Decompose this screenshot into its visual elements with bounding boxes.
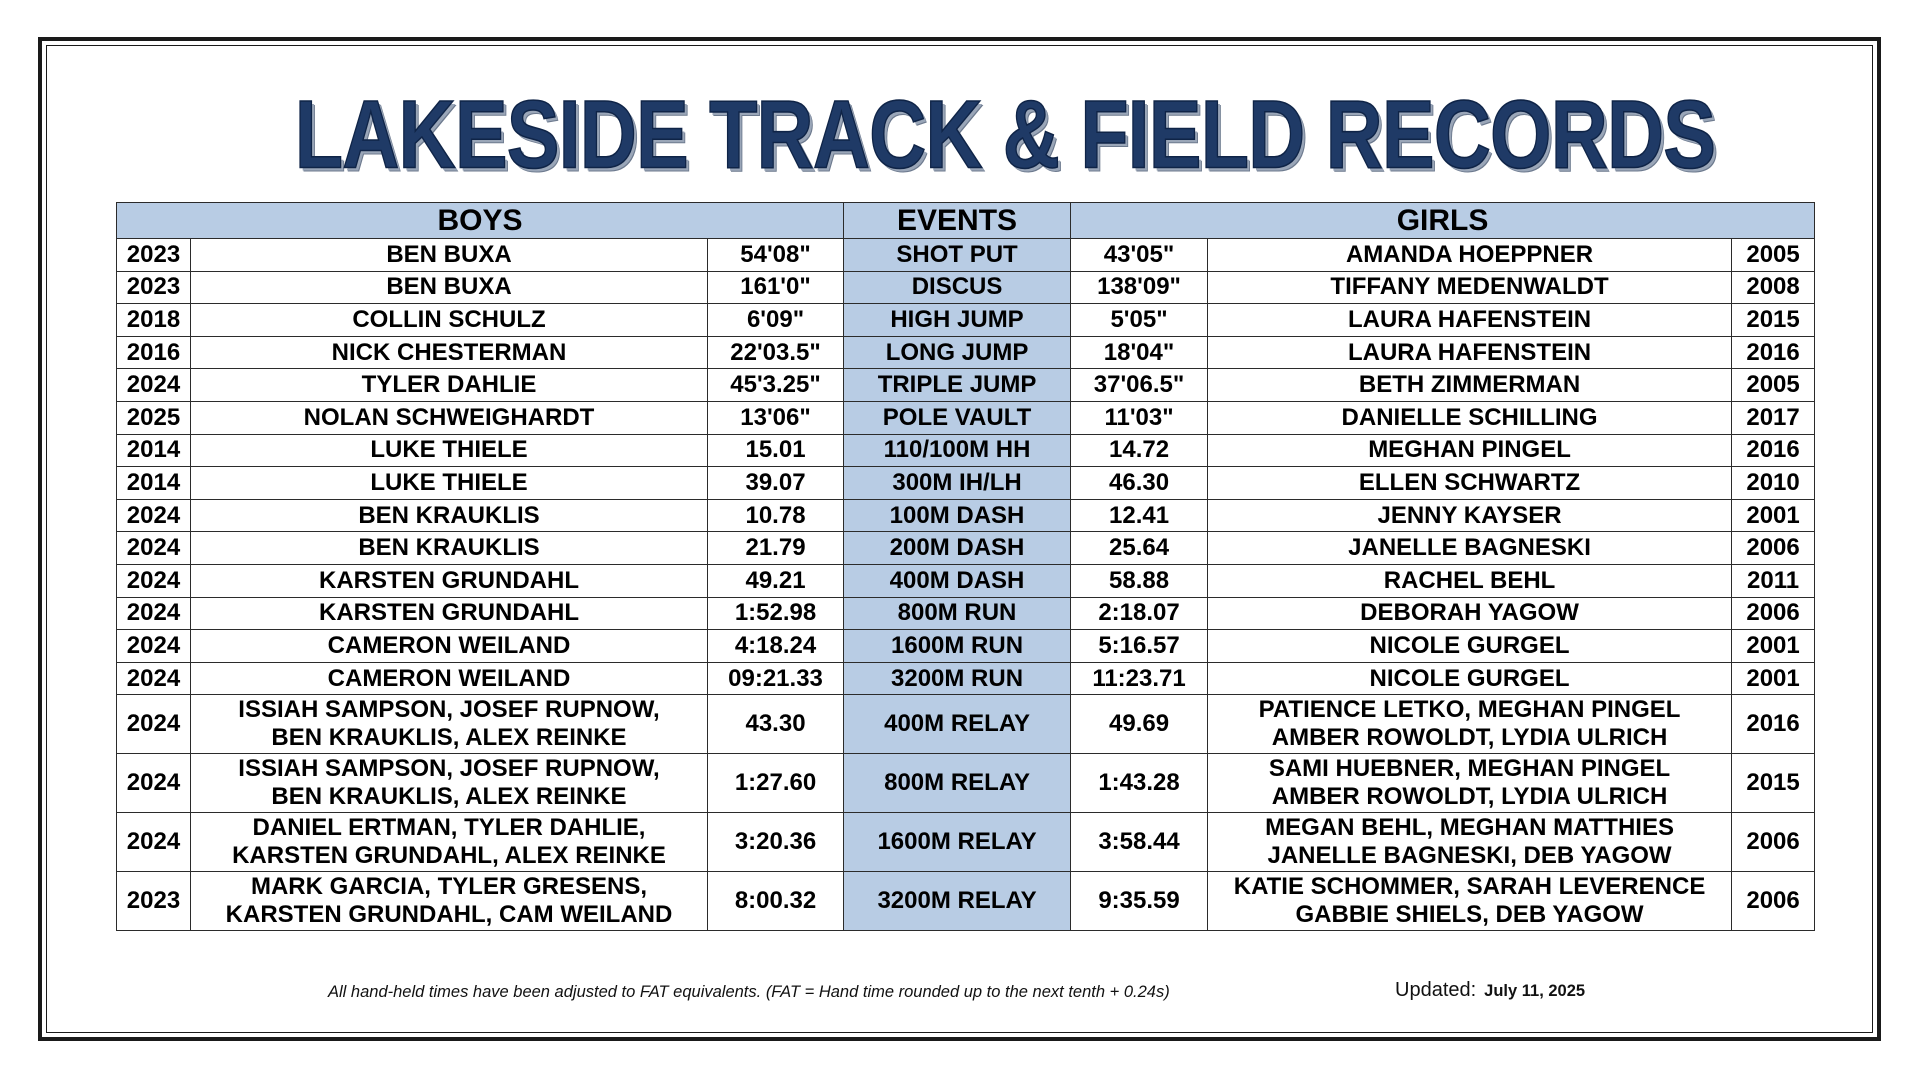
boys-year: 2023 bbox=[117, 271, 191, 304]
girls-athlete-line: DEBORAH YAGOW bbox=[1360, 599, 1579, 627]
girls-athlete bbox=[1208, 369, 1732, 402]
girls-athlete bbox=[1208, 662, 1732, 695]
girls-year: 2006 bbox=[1732, 872, 1815, 931]
boys-athlete bbox=[191, 434, 708, 467]
boys-athlete-line: TYLER DAHLIE bbox=[361, 371, 537, 399]
record-row bbox=[117, 271, 1815, 304]
girls-mark: 18'04" bbox=[1071, 336, 1208, 369]
girls-year: 2001 bbox=[1732, 499, 1815, 532]
girls-year: 2006 bbox=[1732, 597, 1815, 630]
event-name: 400M RELAY bbox=[844, 695, 1071, 754]
girls-mark: 25.64 bbox=[1071, 532, 1208, 565]
girls-athlete bbox=[1208, 271, 1732, 304]
boys-mark: 15.01 bbox=[708, 434, 844, 467]
girls-athlete bbox=[1208, 630, 1732, 663]
girls-athlete-line: DANIELLE SCHILLING bbox=[1341, 403, 1598, 431]
record-row bbox=[117, 695, 1815, 754]
boys-athlete bbox=[191, 754, 708, 813]
girls-athlete-line: AMANDA HOEPPNER bbox=[1345, 240, 1594, 268]
girls-athlete-line: MEGAN BEHL, MEGHAN MATTHIES bbox=[1265, 814, 1674, 842]
event-name: TRIPLE JUMP bbox=[844, 369, 1071, 402]
girls-mark: 12.41 bbox=[1071, 499, 1208, 532]
girls-athlete bbox=[1208, 304, 1732, 337]
boys-athlete bbox=[191, 369, 708, 402]
boys-mark: 22'03.5" bbox=[708, 336, 844, 369]
boys-athlete-line: CAMERON WEILAND bbox=[327, 664, 571, 692]
event-name: 3200M RELAY bbox=[844, 872, 1071, 931]
girls-athlete-line: NICOLE GURGEL bbox=[1369, 631, 1570, 659]
event-name: 200M DASH bbox=[844, 532, 1071, 565]
boys-athlete bbox=[191, 872, 708, 931]
boys-mark: 54'08" bbox=[708, 239, 844, 272]
event-name: 100M DASH bbox=[844, 499, 1071, 532]
record-row bbox=[117, 239, 1815, 272]
girls-year: 2005 bbox=[1732, 369, 1815, 402]
boys-year: 2024 bbox=[117, 754, 191, 813]
boys-year: 2018 bbox=[117, 304, 191, 337]
boys-athlete-line: COLLIN SCHULZ bbox=[352, 305, 546, 333]
boys-mark: 09:21.33 bbox=[708, 662, 844, 695]
fat-footnote: All hand-held times have been adjusted to FAT equivalents. (FAT = Hand time rounded up to the next tenth + 0.24s) bbox=[328, 983, 1170, 1001]
girls-year: 2006 bbox=[1732, 532, 1815, 565]
girls-mark: 3:58.44 bbox=[1071, 813, 1208, 872]
boys-athlete-line: KARSTEN GRUNDAHL, ALEX REINKE bbox=[232, 842, 666, 870]
boys-mark: 49.21 bbox=[708, 564, 844, 597]
boys-mark: 161'0" bbox=[708, 271, 844, 304]
boys-mark: 6'09" bbox=[708, 304, 844, 337]
girls-athlete-line: PATIENCE LETKO, MEGHAN PINGEL bbox=[1258, 696, 1681, 724]
boys-athlete-line: KARSTEN GRUNDAHL, CAM WEILAND bbox=[225, 901, 673, 929]
girls-year: 2016 bbox=[1732, 695, 1815, 754]
boys-athlete bbox=[191, 662, 708, 695]
boys-year: 2023 bbox=[117, 239, 191, 272]
boys-mark: 43.30 bbox=[708, 695, 844, 754]
record-row bbox=[117, 369, 1815, 402]
boys-athlete-line: CAMERON WEILAND bbox=[327, 631, 571, 659]
record-row bbox=[117, 336, 1815, 369]
event-name: 3200M RUN bbox=[844, 662, 1071, 695]
record-row bbox=[117, 872, 1815, 931]
boys-year: 2024 bbox=[117, 662, 191, 695]
girls-mark: 49.69 bbox=[1071, 695, 1208, 754]
boys-athlete-line: BEN BUXA bbox=[386, 273, 512, 301]
boys-athlete-line: BEN KRAUKLIS bbox=[358, 501, 540, 529]
record-row bbox=[117, 401, 1815, 434]
record-row bbox=[117, 532, 1815, 565]
boys-athlete-line: ISSIAH SAMPSON, JOSEF RUPNOW, bbox=[238, 696, 660, 724]
girls-athlete-line: KATIE SCHOMMER, SARAH LEVERENCE bbox=[1233, 873, 1706, 901]
events-header: EVENTS bbox=[844, 203, 1071, 239]
record-row bbox=[117, 630, 1815, 663]
girls-athlete-line: TIFFANY MEDENWALDT bbox=[1330, 273, 1609, 301]
boys-mark: 13'06" bbox=[708, 401, 844, 434]
girls-athlete-line: NICOLE GURGEL bbox=[1369, 664, 1570, 692]
boys-athlete-line: ISSIAH SAMPSON, JOSEF RUPNOW, bbox=[238, 755, 660, 783]
boys-year: 2024 bbox=[117, 532, 191, 565]
girls-year: 2017 bbox=[1732, 401, 1815, 434]
boys-year: 2014 bbox=[117, 434, 191, 467]
girls-year: 2006 bbox=[1732, 813, 1815, 872]
boys-athlete bbox=[191, 813, 708, 872]
record-row bbox=[117, 467, 1815, 500]
girls-mark: 2:18.07 bbox=[1071, 597, 1208, 630]
girls-year: 2015 bbox=[1732, 304, 1815, 337]
girls-athlete bbox=[1208, 467, 1732, 500]
event-name: 1600M RUN bbox=[844, 630, 1071, 663]
record-row bbox=[117, 564, 1815, 597]
girls-mark: 138'09" bbox=[1071, 271, 1208, 304]
girls-athlete-line: LAURA HAFENSTEIN bbox=[1347, 305, 1592, 333]
girls-year: 2008 bbox=[1732, 271, 1815, 304]
boys-year: 2024 bbox=[117, 369, 191, 402]
girls-athlete bbox=[1208, 872, 1732, 931]
girls-year: 2016 bbox=[1732, 336, 1815, 369]
boys-mark: 39.07 bbox=[708, 467, 844, 500]
boys-mark: 4:18.24 bbox=[708, 630, 844, 663]
record-row bbox=[117, 304, 1815, 337]
boys-athlete bbox=[191, 239, 708, 272]
girls-mark: 11:23.71 bbox=[1071, 662, 1208, 695]
boys-athlete bbox=[191, 630, 708, 663]
boys-mark: 1:27.60 bbox=[708, 754, 844, 813]
girls-athlete bbox=[1208, 564, 1732, 597]
boys-athlete bbox=[191, 532, 708, 565]
girls-athlete-line: LAURA HAFENSTEIN bbox=[1347, 338, 1592, 366]
boys-athlete-line: NOLAN SCHWEIGHARDT bbox=[303, 403, 595, 431]
boys-athlete bbox=[191, 336, 708, 369]
girls-athlete bbox=[1208, 597, 1732, 630]
page-title: LAKESIDE TRACK & FIELD RECORDS bbox=[294, 81, 1716, 189]
girls-mark: 5:16.57 bbox=[1071, 630, 1208, 663]
boys-athlete-line: BEN KRAUKLIS bbox=[358, 534, 540, 562]
girls-mark: 46.30 bbox=[1071, 467, 1208, 500]
boys-athlete-line: BEN BUXA bbox=[386, 240, 512, 268]
boys-athlete-line: BEN KRAUKLIS, ALEX REINKE bbox=[271, 783, 627, 811]
record-row bbox=[117, 662, 1815, 695]
boys-athlete bbox=[191, 401, 708, 434]
boys-mark: 10.78 bbox=[708, 499, 844, 532]
record-row bbox=[117, 499, 1815, 532]
girls-athlete bbox=[1208, 336, 1732, 369]
boys-athlete-line: BEN KRAUKLIS, ALEX REINKE bbox=[271, 724, 627, 752]
boys-athlete bbox=[191, 467, 708, 500]
girls-mark: 9:35.59 bbox=[1071, 872, 1208, 931]
girls-header: GIRLS bbox=[1071, 203, 1815, 239]
record-row bbox=[117, 597, 1815, 630]
girls-mark: 37'06.5" bbox=[1071, 369, 1208, 402]
girls-athlete bbox=[1208, 401, 1732, 434]
boys-athlete-line: KARSTEN GRUNDAHL bbox=[319, 599, 579, 627]
girls-year: 2005 bbox=[1732, 239, 1815, 272]
event-name: HIGH JUMP bbox=[844, 304, 1071, 337]
event-name: DISCUS bbox=[844, 271, 1071, 304]
event-name: POLE VAULT bbox=[844, 401, 1071, 434]
girls-athlete-line: BETH ZIMMERMAN bbox=[1358, 371, 1581, 399]
girls-athlete-line: AMBER ROWOLDT, LYDIA ULRICH bbox=[1271, 724, 1668, 752]
event-name: 400M DASH bbox=[844, 564, 1071, 597]
girls-athlete bbox=[1208, 754, 1732, 813]
girls-athlete bbox=[1208, 532, 1732, 565]
boys-mark: 1:52.98 bbox=[708, 597, 844, 630]
boys-athlete-line: MARK GARCIA, TYLER GRESENS, bbox=[250, 873, 648, 901]
event-name: 1600M RELAY bbox=[844, 813, 1071, 872]
girls-year: 2016 bbox=[1732, 434, 1815, 467]
girls-athlete-line: MEGHAN PINGEL bbox=[1368, 436, 1571, 464]
boys-athlete bbox=[191, 304, 708, 337]
boys-athlete bbox=[191, 271, 708, 304]
girls-athlete-line: AMBER ROWOLDT, LYDIA ULRICH bbox=[1271, 783, 1668, 811]
boys-year: 2024 bbox=[117, 564, 191, 597]
girls-mark: 11'03" bbox=[1071, 401, 1208, 434]
girls-athlete-line: JANELLE BAGNESKI, DEB YAGOW bbox=[1267, 842, 1672, 870]
girls-year: 2001 bbox=[1732, 630, 1815, 663]
boys-athlete-line: LUKE THIELE bbox=[370, 468, 528, 496]
boys-year: 2024 bbox=[117, 695, 191, 754]
updated-label: Updated: bbox=[1395, 979, 1477, 1001]
girls-athlete-line: JANELLE BAGNESKI bbox=[1348, 534, 1591, 562]
boys-year: 2023 bbox=[117, 872, 191, 931]
boys-year: 2024 bbox=[117, 597, 191, 630]
event-name: 800M RELAY bbox=[844, 754, 1071, 813]
boys-header: BOYS bbox=[117, 203, 844, 239]
girls-athlete bbox=[1208, 239, 1732, 272]
event-name: 800M RUN bbox=[844, 597, 1071, 630]
event-name: 300M IH/LH bbox=[844, 467, 1071, 500]
girls-mark: 1:43.28 bbox=[1071, 754, 1208, 813]
girls-athlete-line: RACHEL BEHL bbox=[1383, 566, 1556, 594]
event-name: LONG JUMP bbox=[844, 336, 1071, 369]
girls-athlete bbox=[1208, 695, 1732, 754]
girls-mark: 43'05" bbox=[1071, 239, 1208, 272]
boys-athlete bbox=[191, 597, 708, 630]
boys-year: 2016 bbox=[117, 336, 191, 369]
boys-mark: 21.79 bbox=[708, 532, 844, 565]
event-name: 110/100M HH bbox=[844, 434, 1071, 467]
boys-mark: 45'3.25" bbox=[708, 369, 844, 402]
boys-athlete bbox=[191, 564, 708, 597]
girls-year: 2015 bbox=[1732, 754, 1815, 813]
event-name: SHOT PUT bbox=[844, 239, 1071, 272]
boys-athlete bbox=[191, 499, 708, 532]
boys-mark: 8:00.32 bbox=[708, 872, 844, 931]
boys-athlete-line: LUKE THIELE bbox=[370, 436, 528, 464]
boys-year: 2025 bbox=[117, 401, 191, 434]
girls-year: 2001 bbox=[1732, 662, 1815, 695]
updated-stamp bbox=[1395, 979, 1585, 1002]
boys-athlete-line: DANIEL ERTMAN, TYLER DAHLIE, bbox=[252, 814, 646, 842]
record-row bbox=[117, 813, 1815, 872]
girls-athlete bbox=[1208, 434, 1732, 467]
boys-year: 2024 bbox=[117, 630, 191, 663]
records-table bbox=[116, 202, 1815, 931]
girls-mark: 5'05" bbox=[1071, 304, 1208, 337]
girls-athlete-line: GABBIE SHIELS, DEB YAGOW bbox=[1295, 901, 1644, 929]
boys-athlete-line: KARSTEN GRUNDAHL bbox=[319, 566, 579, 594]
girls-year: 2011 bbox=[1732, 564, 1815, 597]
record-row bbox=[117, 754, 1815, 813]
girls-year: 2010 bbox=[1732, 467, 1815, 500]
updated-date: July 11, 2025 bbox=[1484, 982, 1586, 1000]
girls-athlete-line: SAMI HUEBNER, MEGHAN PINGEL bbox=[1268, 755, 1671, 783]
girls-mark: 14.72 bbox=[1071, 434, 1208, 467]
record-row bbox=[117, 434, 1815, 467]
boys-year: 2014 bbox=[117, 467, 191, 500]
boys-year: 2024 bbox=[117, 813, 191, 872]
boys-mark: 3:20.36 bbox=[708, 813, 844, 872]
boys-athlete bbox=[191, 695, 708, 754]
boys-athlete-line: NICK CHESTERMAN bbox=[331, 338, 567, 366]
girls-athlete-line: JENNY KAYSER bbox=[1377, 501, 1562, 529]
girls-athlete-line: ELLEN SCHWARTZ bbox=[1358, 468, 1581, 496]
girls-mark: 58.88 bbox=[1071, 564, 1208, 597]
girls-athlete bbox=[1208, 499, 1732, 532]
boys-year: 2024 bbox=[117, 499, 191, 532]
header-row bbox=[117, 203, 1815, 239]
girls-athlete bbox=[1208, 813, 1732, 872]
